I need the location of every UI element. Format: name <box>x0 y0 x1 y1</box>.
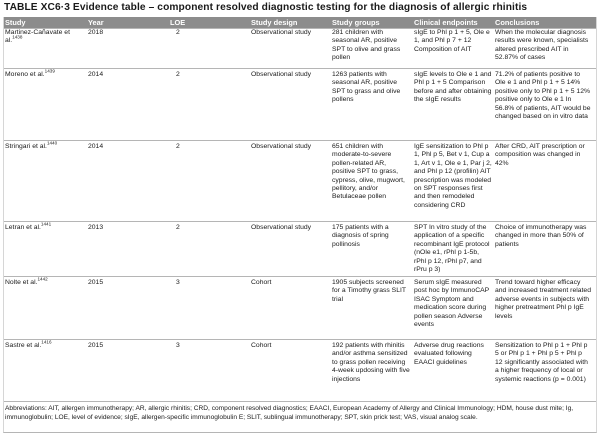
clinical-endpoints-cell: sIgE to Phl p 1 + 5, Ole e 1, and Phl p 7 + 12 Composition of AIT <box>414 29 490 53</box>
study-design-cell: Cohort <box>251 279 272 286</box>
loe-cell: 2 <box>176 143 180 150</box>
study-groups-cell: 651 children with moderate-to-severe pollen-related AR, positive SPT to grass, cypress, olive, mugwort, pellitory, and/or Betulaceae pollen <box>332 143 405 201</box>
clinical-endpoints-cell: IgE sensitization to Phl p 1, Phl p 5, Bet v 1, Cup a 1, Art v 1, Ole e 1, Par j 2, and Phl p 12 (profilin) AIT prescription was modeled on SPT responses first and then remodeled considering CRD <box>414 143 492 209</box>
study-design-cell: Observational study <box>251 71 312 78</box>
year-cell: 2014 <box>88 143 104 150</box>
column-header-year: Year <box>88 18 104 27</box>
column-header-study: Study <box>5 18 26 27</box>
study-cell: Stringari et al.$^{1440}$ <box>5 140 58 150</box>
study-cell: Martinez-Cañavate et al.$^{1438}$ <box>5 29 70 45</box>
row-divider <box>3 68 597 69</box>
row-divider <box>3 276 597 277</box>
clinical-endpoints-cell: SPT In vitro study of the application of a specific recombinant IgE protocol (nOle e1, rPhl p 1-5b, rPhl p 12, rPhl p7, and rPru p 3) <box>414 224 490 274</box>
loe-cell: 3 <box>176 342 180 349</box>
row-divider <box>3 221 597 222</box>
reference-superscript: 1416 <box>41 339 52 345</box>
reference-superscript: 1439 <box>44 68 55 74</box>
reference-superscript: 1441 <box>40 221 52 227</box>
study-groups-cell: 192 patients with rhinitis and/or asthma sensitized to grass pollen receiving 4-week updosing with five injections <box>332 342 410 383</box>
conclusions-cell: Trend toward higher efficacy and increased treatment related adverse events in subjects with higher pretreatment Phl p IgE levels <box>495 279 591 320</box>
row-divider <box>3 140 597 141</box>
study-design-cell: Observational study <box>251 29 312 36</box>
conclusions-cell: Sensitization to Phl p 1 + Phl p 5 or Phl p 1 + Phl p 5 + Phl p 12 significantly associated with a higher frequency of local or systemic reactions (p = 0.001) <box>495 342 588 383</box>
conclusions-cell: Choice of immunotherapy was changed in more than 50% of patients <box>495 224 587 248</box>
study-cell: Letran et al.$^{1441}$ <box>5 221 52 231</box>
study-groups-cell: 1263 patients with seasonal AR, positive SPT to grass and olive pollens <box>332 71 401 104</box>
study-cell: Moreno et al.$^{1439}$ <box>5 68 55 78</box>
clinical-endpoints-cell: Serum sIgE measured post hoc by ImmunoCAP ISAC Symptom and medication score during pollen season Adverse events <box>414 279 490 329</box>
year-cell: 2014 <box>88 71 104 78</box>
conclusions-cell: 71.2% of patients positive to Ole e 1 and Phl p 1 + 5 14% positive only to Phl p 1 + 5 12% positive only to Ole e 1 In 56.8% of patients, AIT would be changed based on in vitro data <box>495 71 591 121</box>
conclusions-cell: When the molecular diagnosis results were known, specialists altered prescribed AIT in 52.87% of cases <box>495 29 589 62</box>
column-header-study-design: Study design <box>251 18 298 27</box>
study-design-cell: Observational study <box>251 224 312 231</box>
column-header-clinical-endpoints: Clinical endpoints <box>414 18 478 27</box>
year-cell: 2015 <box>88 342 104 349</box>
clinical-endpoints-cell: Adverse drug reactions evaluated following EAACI guidelines <box>414 342 484 366</box>
table-title: TABLE XC6·3 Evidence table – component resolved diagnostic testing for the diagnosis of allergic rhinitis <box>4 2 528 13</box>
conclusions-cell: After CRD, AIT prescription or composition was changed in 42% <box>495 143 585 167</box>
loe-cell: 2 <box>176 71 180 78</box>
abbreviations-text: Abbreviations: AIT, allergen immunotherapy; AR, allergic rhinitis; CRD, component resolved diagnostics; EAACI, European Academy of Allergy and Clinical Immunology; HDM, house dust mite; Ig, immunoglobulin; LOE, level of evidence; sIgE, allergen-specific immunoglobulin E; SLIT, sublingual immunotherapy; SPT, skin prick test; VAS, visual analog scale. <box>5 405 574 421</box>
year-cell: 2018 <box>88 29 104 36</box>
column-header-conclusions: Conclusions <box>495 18 540 27</box>
abbreviations-footer <box>3 401 597 433</box>
study-cell: Sastre et al.$^{1416}$ <box>5 339 52 349</box>
row-divider <box>3 339 597 340</box>
study-groups-cell: 281 children with seasonal AR, positive SPT to olive and grass pollen <box>332 29 401 62</box>
study-cell: Nolte et al.$^{1442}$ <box>5 276 48 286</box>
column-header-loe: LOE <box>170 18 186 27</box>
study-groups-cell: 1905 subjects screened for a Timothy grass SLIT trial <box>332 279 406 303</box>
clinical-endpoints-cell: sIgE levels to Ole e 1 and Phl p 1 + 5 Comparison before and after obtaining the sIgE results <box>414 71 492 104</box>
loe-cell: 2 <box>176 29 180 36</box>
table-header-row <box>3 17 597 28</box>
study-groups-cell: 175 patients with a diagnosis of spring pollinosis <box>332 224 389 248</box>
loe-cell: 2 <box>176 224 180 231</box>
reference-superscript: 1440 <box>46 140 58 146</box>
column-header-study-groups: Study groups <box>332 18 380 27</box>
reference-superscript: 1442 <box>37 276 48 282</box>
year-cell: 2015 <box>88 279 104 286</box>
study-design-cell: Observational study <box>251 143 312 150</box>
loe-cell: 3 <box>176 279 180 286</box>
reference-superscript: 1438 <box>12 35 23 41</box>
year-cell: 2013 <box>88 224 104 231</box>
study-design-cell: Cohort <box>251 342 272 349</box>
